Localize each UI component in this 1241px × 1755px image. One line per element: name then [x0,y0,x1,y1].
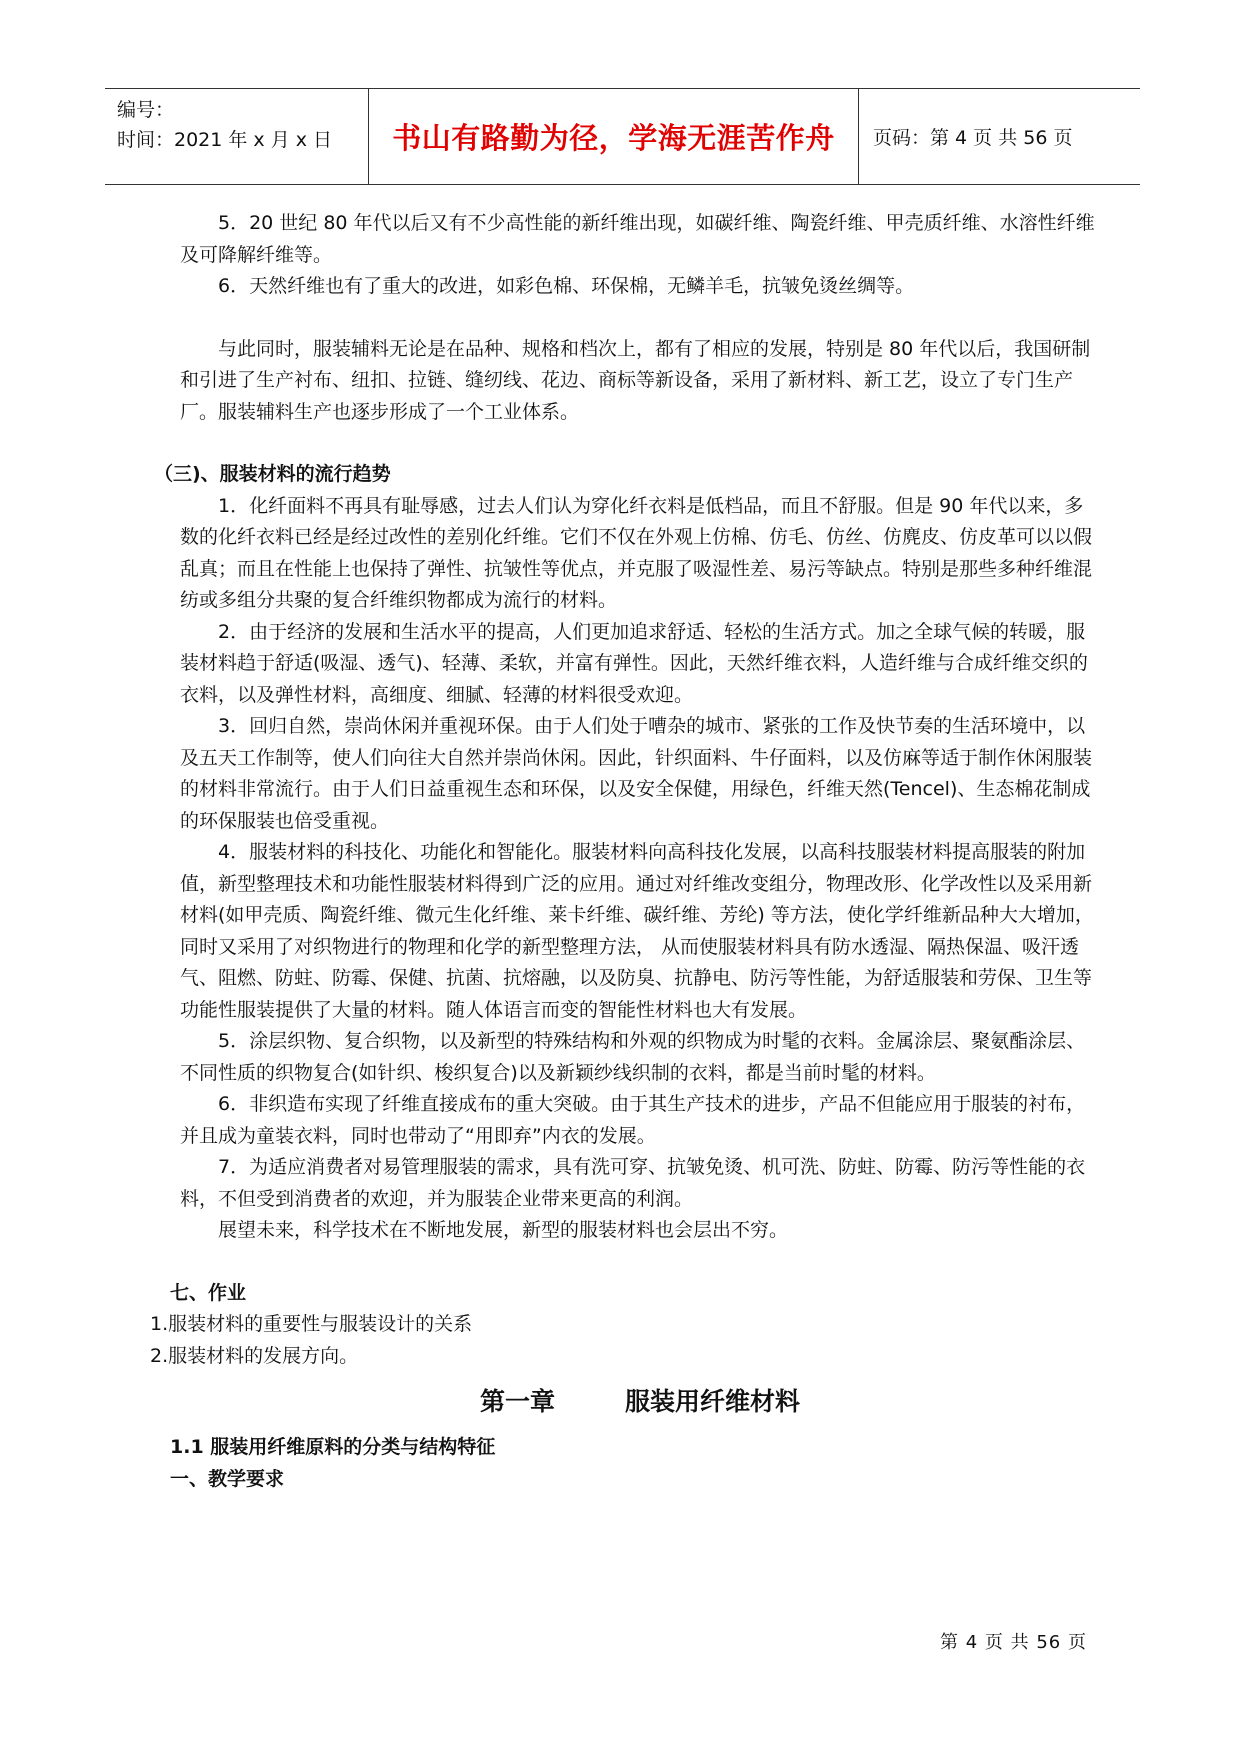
document-body [150,208,1100,1495]
paragraph: 3．回归自然，崇尚休闲并重视环保。由于人们处于嘈杂的城市、紧张的工作及快节奏的生活环境中，以及五天工作制等，使人们向往大自然并崇尚休闲。因此，针织面料、牛仔面料，以及仿麻等适于制作休闲服装的材料非常流行。由于人们日益重视生态和环保，以及安全保健，用绿色，纤维天然(Tencel)、生态棉花制成的环保服装也倍受重视。 [180,715,1093,832]
paragraph: 6．天然纤维也有了重大的改进，如彩色棉、环保棉，无鳞羊毛，抗皱免烫丝绸等。 [218,275,915,297]
subsection-heading: 一、教学要求 [170,1467,285,1490]
paragraph: 2．由于经济的发展和生活水平的提高，人们更加追求舒适、轻松的生活方式。加之全球气候的转暖，服装材料趋于舒适(吸湿、透气)、轻薄、柔软，并富有弹性。因此，天然纤维衣料，人造纤维与合成纤维交织的衣料，以及弹性材料，高细度、细腻、轻薄的材料很受欢迎。 [180,620,1088,706]
paragraph: 1．化纤面料不再具有耻辱感，过去人们认为穿化纤衣料是低档品，而且不舒服。但是 90 年代以来，多数的化纤衣料已经是经过改性的差别化纤维。它们不仅在外观上仿棉、仿毛、仿丝、仿麂皮、仿皮革可以以假乱真；而且在性能上也保持了弹性、抗皱性等优点，并克服了吸湿性差、易污等缺点。特别是那些多种纤维混纺或多组分共聚的复合纤维织物都成为流行的材料。 [180,494,1093,611]
number-label: 编号： [117,99,175,121]
header-left-cell [105,89,369,184]
header-motto: 书山有路勤为径，学海无涯苦作舟 [369,89,859,184]
chapter-name: 服装用纤维材料 [625,1387,801,1416]
paragraph: 与此同时，服装辅料无论是在品种、规格和档次上，都有了相应的发展，特别是 80 年代以后，我国研制和引进了生产衬布、纽扣、拉链、缝纫线、花边、商标等新设备，采用了新材料、新工艺，设立了专门生产厂。服装辅料生产也逐步形成了一个工业体系。 [180,337,1091,423]
list-item: 2.服装材料的发展方向。 [150,1344,359,1367]
time-label: 时间：2021 年 x 月 x 日 [117,129,333,151]
paragraph: 4．服装材料的科技化、功能化和智能化。服装材料向高科技化发展，以高科技服装材料提高服装的附加值，新型整理技术和功能性服装材料得到广泛的应用。通过对纤维改变组分，物理改形、化学改性以及采用新材料(如甲壳质、陶瓷纤维、微元生化纤维、莱卡纤维、碳纤维、芳纶) 等方法，使化学纤维新品种大大增加，同时又采用了对织物进行的物理和化学的新型整理方法， 从而使服装材料具有防水透湿、隔热保温、吸汗透气、阻燃、防蛀、防霉、保健、抗菌、抗熔融，以及防臭、抗静电、防污等性能，为舒适服装和劳保、卫生等功能性服装提供了大量的材料。随人体语言而变的智能性材料也大有发展。 [180,841,1094,1021]
chapter-number: 第一章 [479,1387,555,1416]
section-heading: （三)、服装材料的流行趋势 [154,463,391,485]
page-footer: 第 4 页 共 56 页 [940,1632,1087,1653]
page-header [105,88,1140,185]
subsection-heading: 1.1 服装用纤维原料的分类与结构特征 [170,1436,496,1458]
paragraph: 6．非织造布实现了纤维直接成布的重大突破。由于其生产技术的进步，产品不但能应用于服装的衬布，并且成为童装衣料，同时也带动了“用即弃”内衣的发展。 [180,1093,1086,1147]
list-item: 1.服装材料的重要性与服装设计的关系 [150,1313,473,1335]
header-page-label: 页码：第 4 页 共 56 页 [873,127,1073,149]
homework-heading: 七、作业 [170,1281,247,1304]
chapter-title [180,1386,1100,1418]
paragraph: 5．20 世纪 80 年代以后又有不少高性能的新纤维出现，如碳纤维、陶瓷纤维、甲壳质纤维、水溶性纤维及可降解纤维等。 [180,212,1095,266]
paragraph: 展望未来，科学技术在不断地发展，新型的服装材料也会层出不穷。 [218,1219,789,1241]
paragraph: 5．涂层织物、复合织物，以及新型的特殊结构和外观的织物成为时髦的衣料。金属涂层、聚氨酯涂层、不同性质的织物复合(如针织、梭织复合)以及新颖纱线织制的衣料，都是当前时髦的材料。 [180,1030,1086,1084]
paragraph: 7．为适应消费者对易管理服装的需求，具有洗可穿、抗皱免烫、机可洗、防蛀、防霉、防污等性能的衣料，不但受到消费者的欢迎，并为服装企业带来更高的利润。 [180,1156,1086,1210]
